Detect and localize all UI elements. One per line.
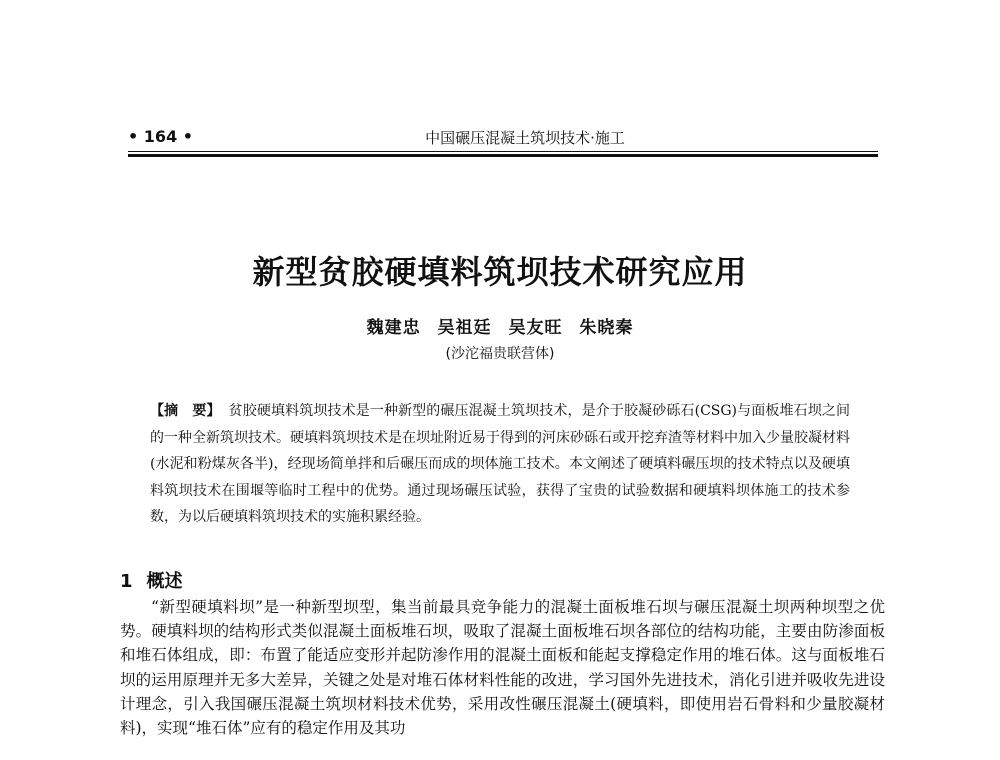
article-title: 新型贫胶硬填料筑坝技术研究应用 xyxy=(252,253,748,291)
section-number: 1 xyxy=(120,571,133,592)
abstract-label: 【摘 要】 xyxy=(150,403,221,419)
body-paragraph: “新型硬填料坝”是一种新型坝型，集当前最具竞争能力的混凝土面板堆石坝与碾压混凝土坝两种坝型之优势。硬填料坝的结构形式类似混凝土面板堆石坝，吸取了混凝土面板堆石坝各部位的结构功能，主要由防渗面板和堆石体组成，即：布置了能适应变形并起防渗作用的混凝土面板和能起支撑稳定作用的堆石体。这与面板堆石坝的运用原理并无多大差异，关键之处是对堆石体材料性能的改进，学习国外先进技术，消化引进并吸收先进设计理念，引入我国碾压混凝土筑坝材料技术优势，采用改性碾压混凝土(硬填料，即使用岩石骨料和少量胶凝材料)，实现“堆石体”应有的稳定作用及其功 xyxy=(120,598,885,738)
section-title: 概述 xyxy=(146,571,183,592)
abstract xyxy=(150,398,850,531)
section-heading xyxy=(120,567,183,593)
abstract-text: 贫胶硬填料筑坝技术是一种新型的碾压混凝土筑坝技术，是介于胶凝砂砾石(CSG)与面板堆石坝之间的一种全新筑坝技术。硬填料筑坝技术是在坝址附近易于得到的河床砂砾石或开挖弃渣等材料中加入少量胶凝材料(水泥和粉煤灰各半)，经现场简单拌和后碾压而成的坝体施工技术。本文阐述了硬填料碾压坝的技术特点以及硬填料筑坝技术在围堰等临时工程中的优势。通过现场碾压试验，获得了宝贵的试验数据和硬填料坝体施工的技术参数，为以后硬填料筑坝技术的实施积累经验。 xyxy=(150,403,850,525)
page-number: • 164 • xyxy=(128,127,193,146)
running-title: 中国碾压混凝土筑坝技术·施工 xyxy=(425,129,625,147)
header-rule-thick xyxy=(128,154,878,157)
author-list: 魏建忠 吴祖廷 吴友旺 朱晓秦 xyxy=(366,318,634,338)
affiliation: (沙沱福贵联营体) xyxy=(445,346,555,362)
header-rule-thin xyxy=(128,151,878,152)
